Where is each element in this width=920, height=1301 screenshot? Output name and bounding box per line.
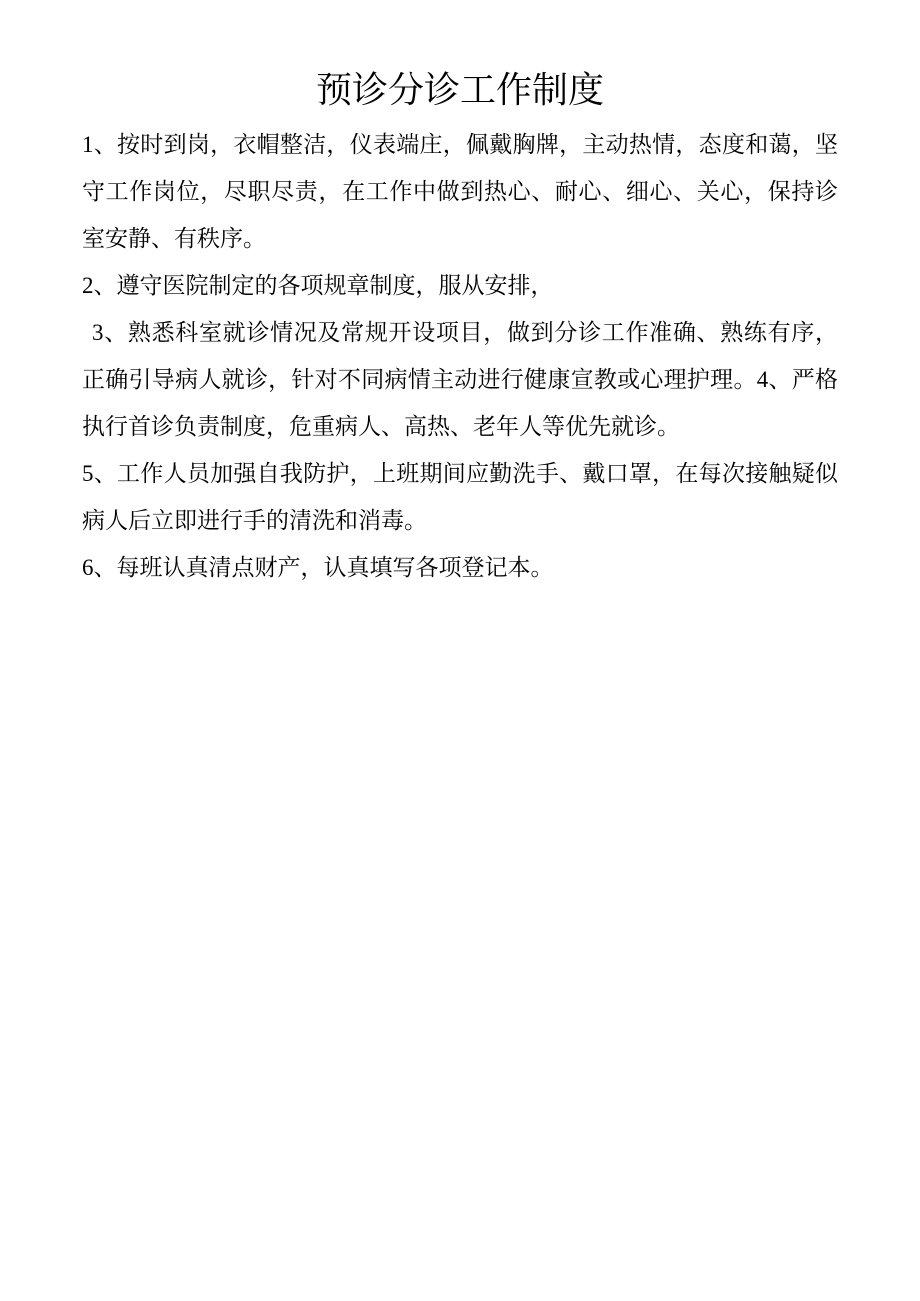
paragraph-line: 2、遵守医院制定的各项规章制度，服从安排， [82, 273, 554, 298]
paragraph-line: 正确引导病人就诊，针对不同病情主动进行健康宣教或心理护理。4、严格 [82, 367, 838, 392]
document-title: 预诊分诊工作制度 [315, 70, 604, 110]
paragraph-line: 守工作岗位，尽职尽责，在工作中做到热心、耐心、细心、关心，保持诊 [82, 179, 838, 204]
paragraph-line: 5、工作人员加强自我防护，上班期间应勤洗手、戴口罩，在每次接触疑似 [82, 461, 838, 486]
paragraph-line: 1、按时到岗，衣帽整洁，仪表端庄，佩戴胸牌，主动热情，态度和蔼，坚 [82, 132, 838, 157]
paragraph-line: 3、熟悉科室就诊情况及常规开设项目，做到分诊工作准确、熟练有序， [92, 320, 838, 345]
document-body [82, 121, 838, 591]
paragraph-line: 6、每班认真清点财产，认真填写各项登记本。 [82, 555, 554, 580]
paragraph-line: 室安静、有秩序。 [82, 226, 266, 251]
paragraph-line: 执行首诊负责制度，危重病人、高热、老年人等优先就诊。 [82, 414, 680, 439]
paragraph-line: 病人后立即进行手的清洗和消毒。 [82, 508, 427, 533]
